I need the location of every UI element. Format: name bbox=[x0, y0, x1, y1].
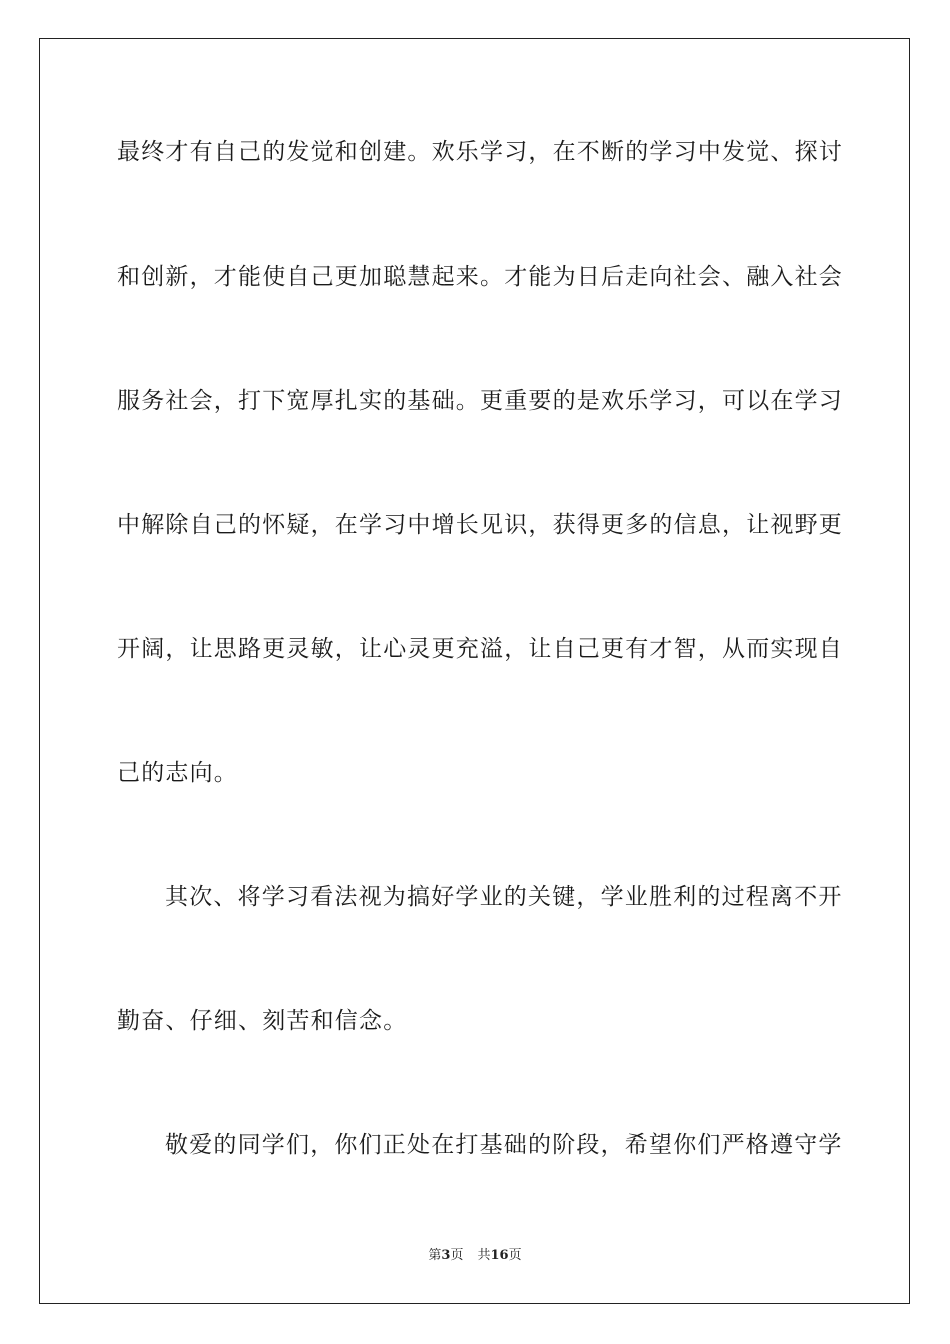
text-line-indented: 其次、将学习看法视为搞好学业的关键，学业胜利的过程离不开 bbox=[165, 884, 843, 910]
text-line-indented: 敬爱的同学们，你们正处在打基础的阶段，希望你们严格遵守学 bbox=[165, 1132, 843, 1158]
page-border bbox=[39, 38, 910, 1304]
text-line: 服务社会，打下宽厚扎实的基础。更重要的是欢乐学习，可以在学习 bbox=[117, 388, 843, 414]
text-line: 和创新，才能使自己更加聪慧起来。才能为日后走向社会、融入社会 bbox=[117, 264, 843, 290]
page-current: 3 bbox=[441, 1248, 451, 1263]
total-prefix: 共 bbox=[477, 1248, 491, 1263]
text-line: 勤奋、仔细、刻苦和信念。 bbox=[117, 1008, 408, 1034]
text-line: 己的志向。 bbox=[117, 760, 238, 786]
text-line: 开阔，让思路更灵敏，让心灵更充溢，让自己更有才智，从而实现自 bbox=[117, 636, 843, 662]
page-total: 16 bbox=[490, 1248, 509, 1263]
text-line: 中解除自己的怀疑，在学习中增长见识，获得更多的信息，让视野更 bbox=[117, 512, 843, 538]
page-suffix: 页 bbox=[450, 1248, 464, 1263]
page-footer bbox=[0, 1247, 950, 1265]
total-suffix: 页 bbox=[508, 1248, 522, 1263]
text-line: 最终才有自己的发觉和创建。欢乐学习，在不断的学习中发觉、探讨 bbox=[117, 139, 843, 165]
page-prefix: 第 bbox=[428, 1248, 442, 1263]
